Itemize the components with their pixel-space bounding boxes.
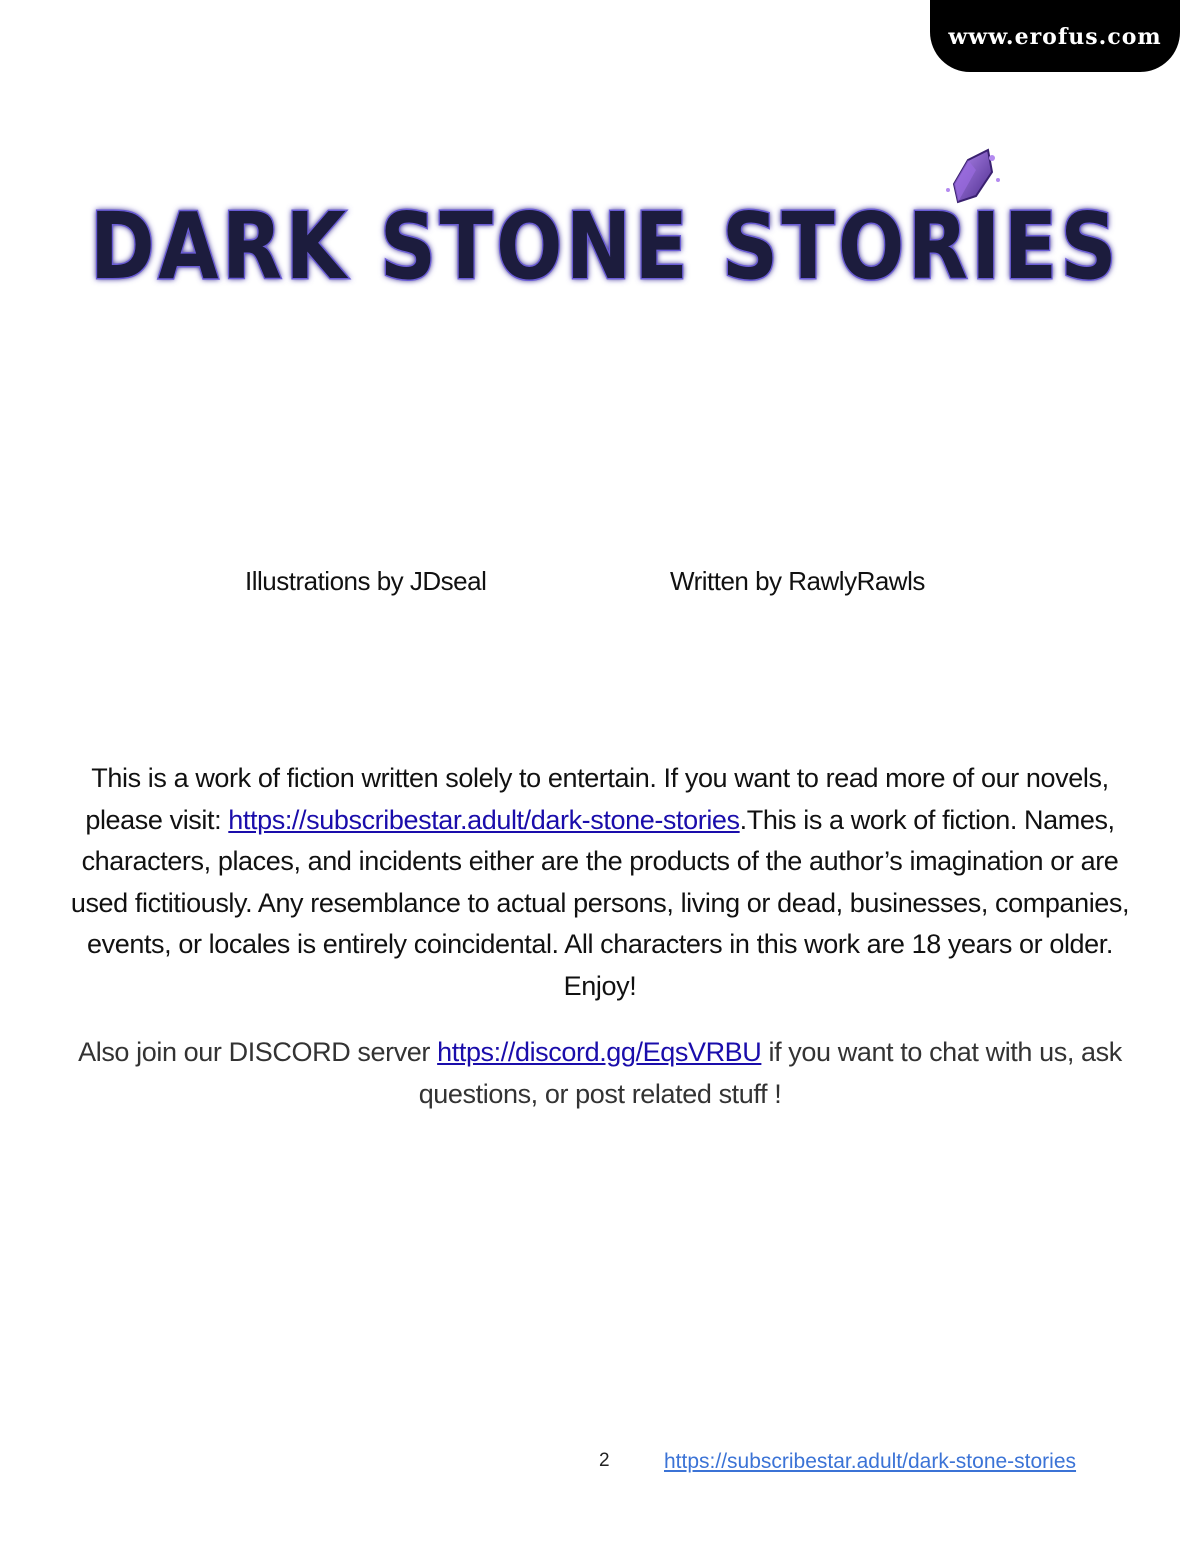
subscribestar-link[interactable]: https://subscribestar.adult/dark-stone-stories bbox=[228, 804, 740, 835]
credits-line bbox=[0, 566, 1200, 606]
page-number: 2 bbox=[599, 1450, 610, 1471]
discord-invite bbox=[70, 1032, 1130, 1115]
dark-stone-stories-logo bbox=[80, 150, 1130, 310]
discord-text-end: if you want to chat with us, ask questions, or post related stuff ! bbox=[418, 1037, 1122, 1109]
discord-text-start: Also join our DISCORD server bbox=[78, 1037, 438, 1067]
watermark-text: www.erofus.com bbox=[948, 24, 1162, 50]
logo-graphic bbox=[80, 150, 1130, 310]
watermark-banner bbox=[930, 0, 1180, 72]
writer-credit: Written by RawlyRawls bbox=[670, 566, 925, 596]
disclaimer-text-start: This is a work of fiction written solely to entertain. If you want to read more of our novels, please visit: bbox=[85, 763, 1109, 835]
fiction-disclaimer bbox=[70, 758, 1130, 1007]
footer-subscribestar-link[interactable]: https://subscribestar.adult/dark-stone-stories bbox=[664, 1450, 1077, 1473]
disclaimer-text-end: .This is a work of fiction. Names, characters, places, and incidents either are the products of the author’s imagination or are used fictitiously. Any resemblance to actual persons, living or dead, businesses, companies, events, or locales is entirely coincidental. All characters in this work are 18 years or older. Enjoy! bbox=[70, 804, 1130, 1001]
illustrations-credit: Illustrations by JDseal bbox=[245, 566, 487, 596]
logo-text: DARK STONE STORIES bbox=[90, 193, 1120, 300]
discord-link[interactable]: https://discord.gg/EqsVRBU bbox=[437, 1037, 762, 1067]
